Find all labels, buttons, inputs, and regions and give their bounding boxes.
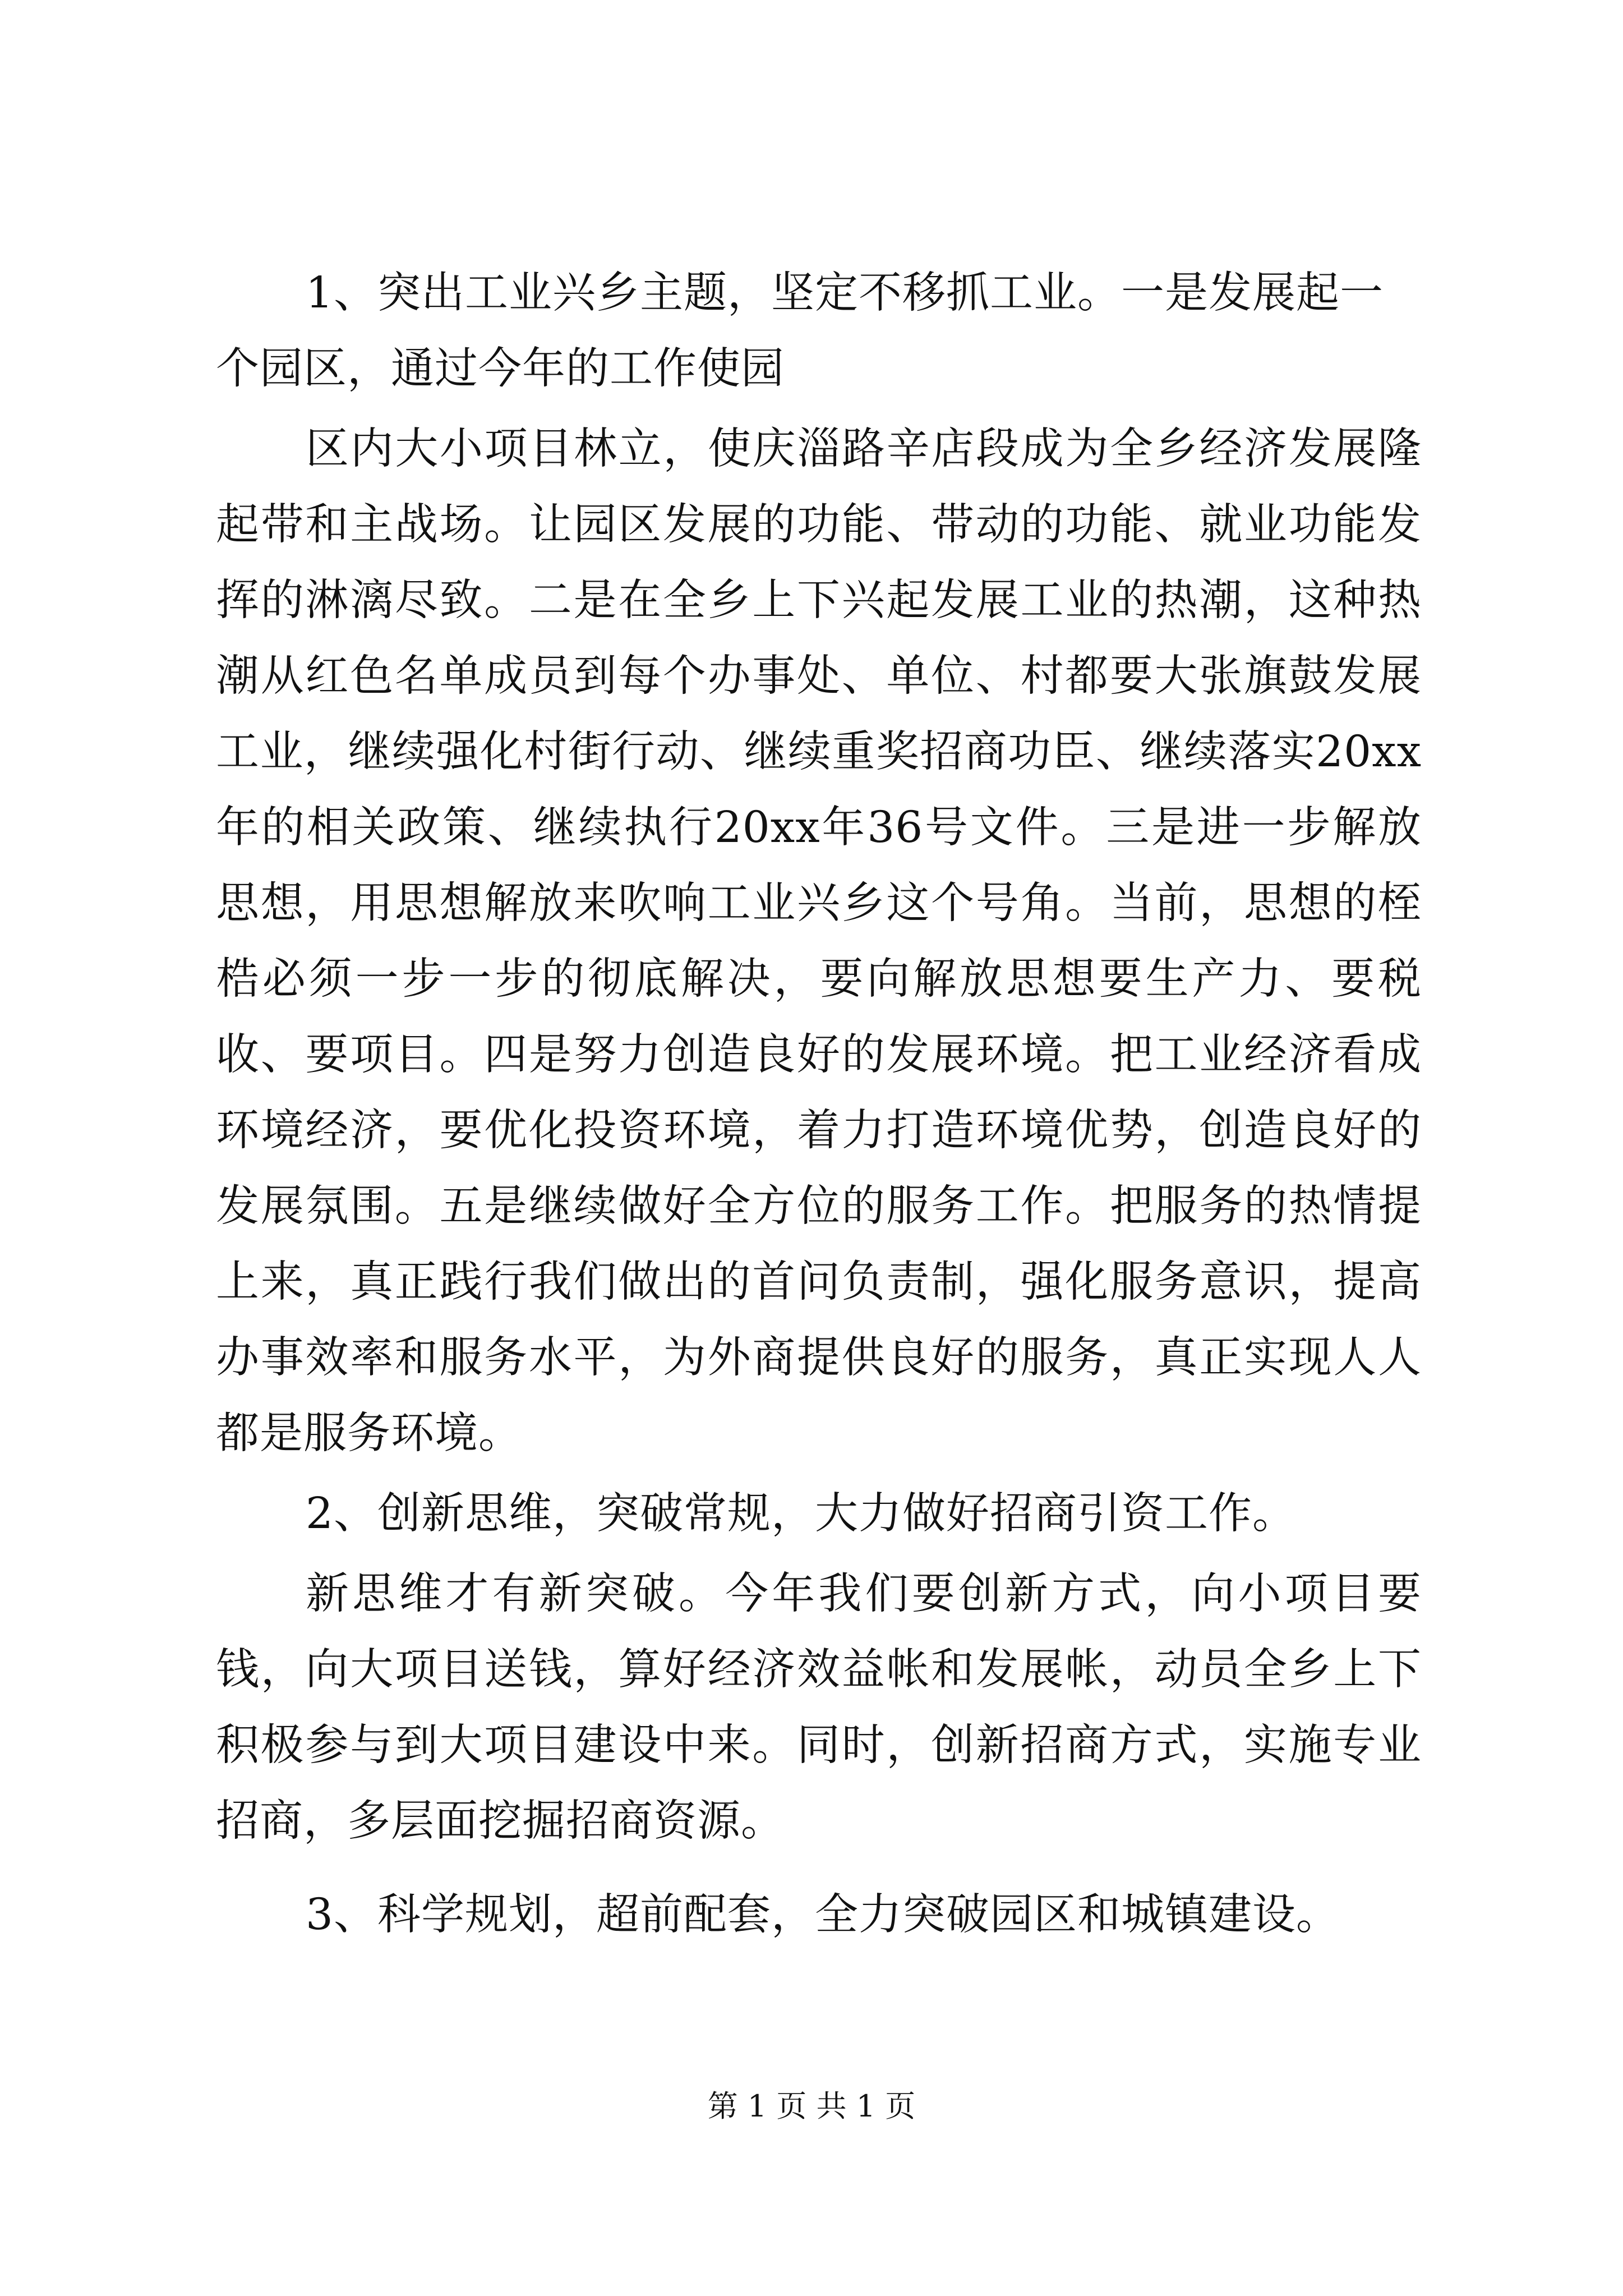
paragraph-industry-body: 区内大小项目林立，使庆淄路辛店段成为全乡经济发展隆起带和主战场。让园区发展的功能、带动的功能、就业功能发挥的淋漓尽致。二是在全乡上下兴起发展工业的热潮，这种热潮从红色名单成员到每个办事处、单位、村都要大张旗鼓发展工业，继续强化村街行动、继续重奖招商功臣、继续落实20xx年的相关政策、继续执行20xx年36号文件。三是进一步解放思想，用思想解放来吹响工业兴乡这个号角。当前，思想的桎梏必须一步一步的彻底解决，要向解放思想要生产力、要税收、要项目。四是努力创造良好的发展环境。把工业经济看成环境经济，要优化投资环境，着力打造环境优势，创造良好的发展氛围。五是继续做好全方位的服务工作。把服务的热情提上来，真正践行我们做出的首问负责制，强化服务意识，提高办事效率和服务水平，为外商提供良好的服务，真正实现人人都是服务环境。: [216, 424, 1422, 1458]
paragraph-investment-body: 新思维才有新突破。今年我们要创新方式，向小项目要钱，向大项目送钱，算好经济效益帐和发展帐，动员全乡上下积极参与到大项目建设中来。同时，创新招商方式，实施专业招商，多层面挖掘招商资源。: [216, 1569, 1422, 1846]
page-footer: 第 1 页 共 1 页: [707, 2088, 916, 2124]
paragraph-planning-heading: 3、科学规划，超前配套，全力突破园区和城镇建设。: [306, 1890, 1340, 1940]
paragraph-investment-heading: 2、创新思维，突破常规，大力做好招商引资工作。: [306, 1489, 1296, 1539]
paragraph-industry-heading: 1、突出工业兴乡主题，坚定不移抓工业。一是发展起一个园区，通过今年的工作使园: [216, 268, 1384, 394]
document-body: [216, 255, 1422, 1953]
